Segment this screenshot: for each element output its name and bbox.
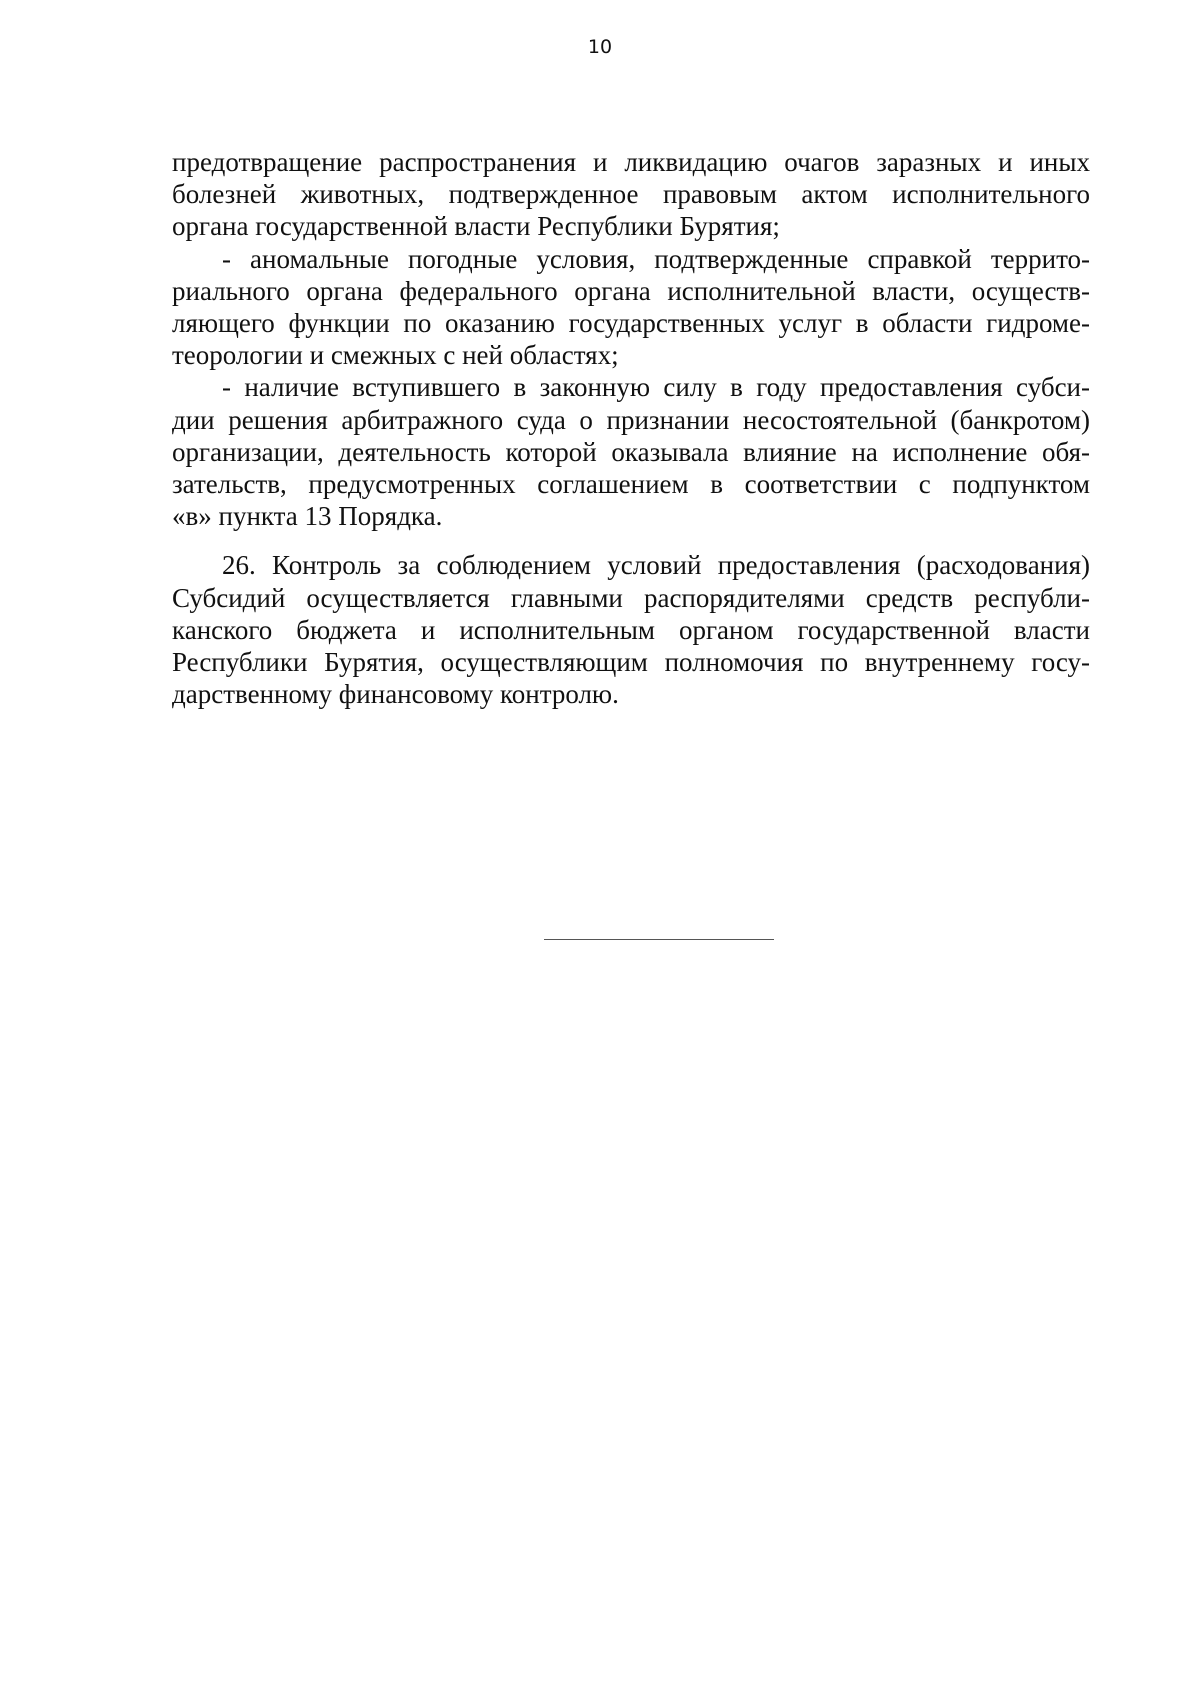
text-line: предотвращение распространения и ликвидацию очагов заразных и иных	[172, 147, 1090, 177]
text-line: Субсидий осуществляется главными распорядителями средств республи-	[172, 582, 1090, 613]
end-of-document-rule	[544, 939, 774, 940]
text-line: Республики Бурятия, осуществляющим полномочия по внутреннему госу-	[172, 647, 1090, 678]
text-line: дарственному финансовому контролю.	[172, 679, 619, 710]
text-line: органа государственной власти Республики Бурятия;	[172, 211, 780, 242]
paragraph-weather-conditions	[172, 243, 1090, 372]
text-line: болезней животных, подтвержденное правовым актом исполнительного	[172, 179, 1090, 210]
document-body	[172, 146, 1090, 710]
text-line: зательств, предусмотренных соглашением в соответствии с подпунктом	[172, 469, 1090, 500]
paragraph-court-decision	[172, 371, 1090, 532]
paragraph-continuation	[172, 146, 1090, 243]
text-line: «в» пункта 13 Порядка.	[172, 501, 443, 532]
text-line: канского бюджета и исполнительным органом государственной власти	[172, 614, 1090, 645]
text-line: дии решения арбитражного суда о признании несостоятельной (банкротом)	[172, 404, 1090, 435]
page-number: 10	[587, 36, 613, 58]
text-line: - аномальные погодные условия, подтвержденные справкой террито-	[222, 243, 1090, 274]
text-line: организации, деятельность которой оказывала влияние на исполнение обя-	[172, 436, 1090, 467]
text-line: риального органа федерального органа исполнительной власти, осуществ-	[172, 275, 1090, 306]
paragraph-item-26	[172, 549, 1090, 710]
text-line: теорологии и смежных с ней областях;	[172, 340, 619, 371]
text-line: ляющего функции по оказанию государственных услуг в области гидроме-	[172, 308, 1090, 339]
paragraph-spacer	[172, 532, 1090, 549]
text-line: 26. Контроль за соблюдением условий предоставления (расходования)	[222, 550, 1090, 581]
text-line: - наличие вступившего в законную силу в году предоставления субси-	[222, 372, 1090, 403]
